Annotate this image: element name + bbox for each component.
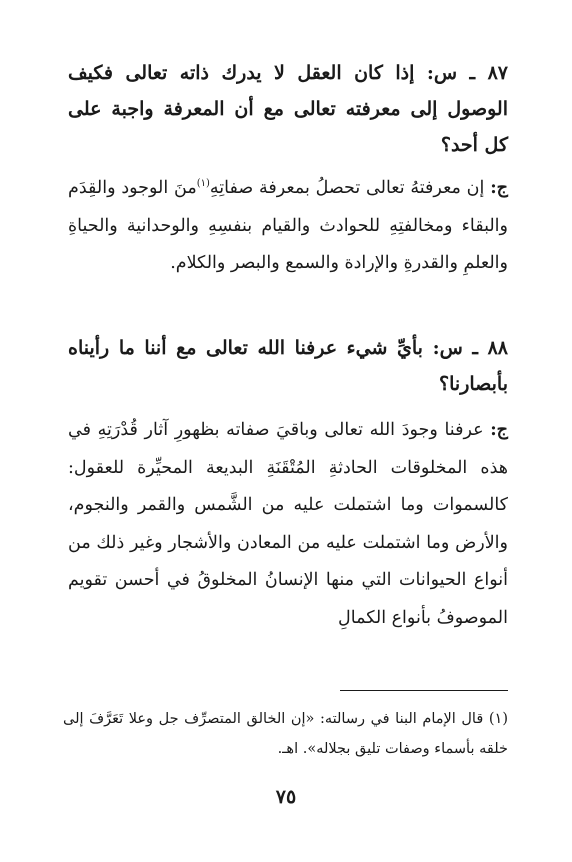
question-87-text: إذا كان العقل لا يدرك ذاته تعالى فكيف الوصول إلى معرفته تعالى مع أن المعرفة واجبة على كل أحد؟	[68, 62, 508, 156]
question-87-number: ٨٧ ـ س:	[426, 62, 508, 84]
answer-88-label: ج:	[490, 420, 508, 440]
answer-87-label: ج:	[490, 178, 508, 198]
answer-88	[68, 412, 508, 637]
question-87	[68, 55, 508, 163]
footnote-separator	[340, 690, 508, 691]
question-88	[68, 330, 508, 402]
footnote-marker: (١)	[488, 711, 508, 727]
footnote-reference[interactable]: (١)	[196, 178, 210, 190]
answer-87-text-start: إن معرفتهُ تعالى تحصلُ بمعرفة صفاتِهِ	[209, 178, 485, 198]
question-88-number: ٨٨ ـ س:	[432, 337, 508, 359]
answer-87-text-end: منَ الوجود والقِدَم والبقاء ومخالفتِهِ للحوادث والقيام بنفسِهِ والوحدانية والحياةِ والعلمِ والقدرةِ والإرادة والسمع والبصر والكلام.	[68, 178, 508, 273]
question-88-text: بأيِّ شيء عرفنا الله تعالى مع أننا ما رأيناه بأبصارنا؟	[68, 337, 508, 395]
footnote-text: قال الإمام البنا في رسالته: «إن الخالق المتصرِّف جل وعلا تَعَرَّفَ إلى خلقه بأسماء وصفات تليق بجلاله». اهـ.	[63, 711, 508, 757]
answer-87	[68, 170, 508, 283]
page-number: ٧٥	[275, 786, 297, 808]
answer-88-text: عرفنا وجودَ الله تعالى وباقيَ صفاته بظهورِ آثار قُدْرَتِهِ في هذه المخلوقات الحادثةِ المُتْقَنَةِ البديعة المحيِّرة للعقول: كالسموات وما اشتملت عليه من الشَّمس والقمر والنجوم، والأرض وما اشتملت عليه من المعادن والأشجار وغير ذلك من أنواع الحيوانات التي منها الإنسانُ المخلوقُ في أحسن تقويم الموصوفُ بأنواع الكمالِ	[68, 420, 508, 628]
footnote	[63, 704, 508, 764]
